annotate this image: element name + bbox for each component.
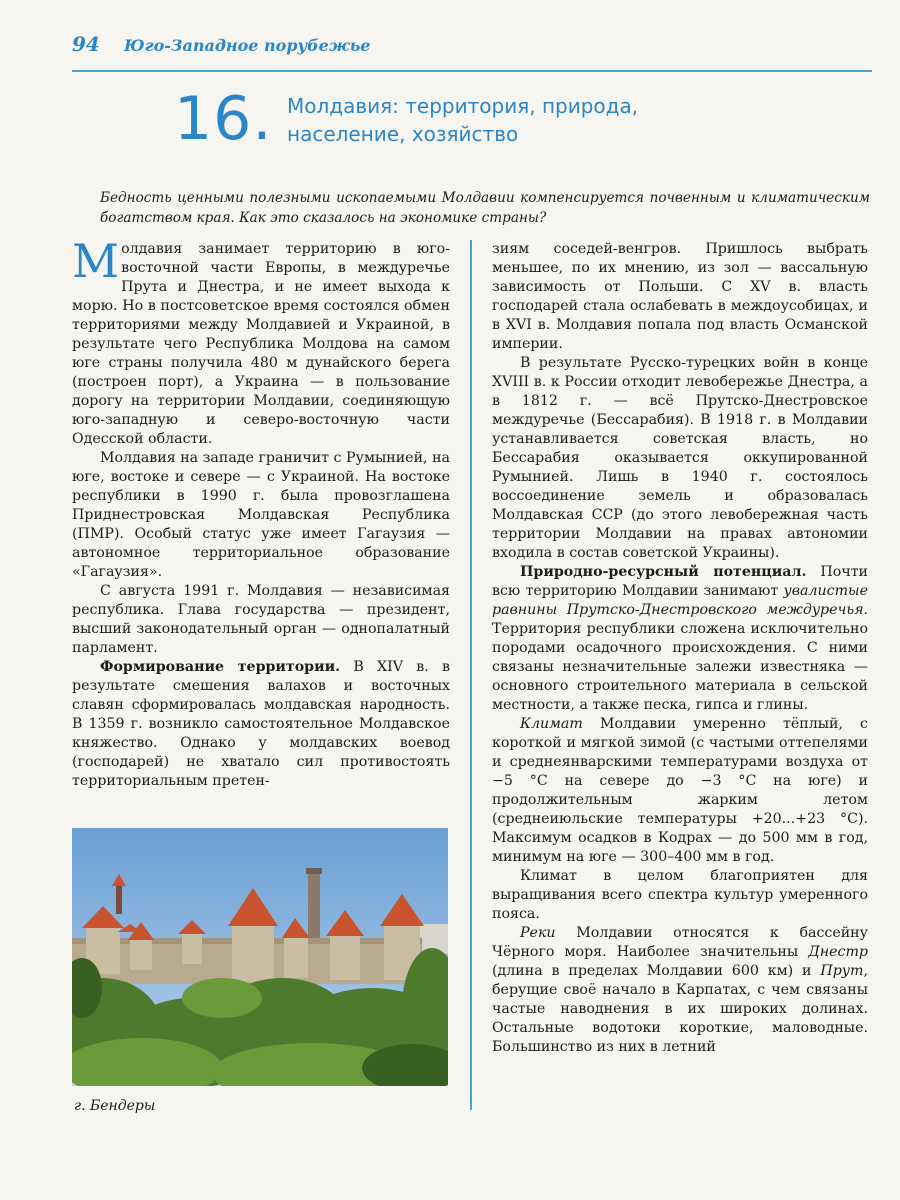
drop-cap: М bbox=[72, 234, 120, 288]
chapter-title-line-2: население, хозяйство bbox=[287, 122, 519, 146]
paragraph-1-text: олдавия занимает территорию в юго-восточной части Европы, в междуречье Прута и Днестра, и не имеет выхода к морю. Но в постсоветское время состоялся обмен территориями между Молдавией и Украиной, в результате чего Республика Молдова на самом юге страны получила 480 м дунайского берега (построен порт), а Украина — в пользование дорогу на территории Молдавии, соединяющую юго-западную и северо-восточную части Одесской области. bbox=[72, 241, 450, 447]
paragraph-10-text-a: Молдавии относятся к бассейну Чёрного моря. Наиболее значительны bbox=[492, 925, 868, 960]
paragraph-8 bbox=[492, 715, 868, 867]
paragraph-10-italic-1: Реки bbox=[520, 925, 556, 941]
paragraph-7-italic: увалистые равнины Прутско-Днестровского междуречья bbox=[492, 583, 868, 618]
paragraph-9: Климат в целом благоприятен для выращивания всего спектра культур умеренного пояса. bbox=[492, 868, 868, 922]
paragraph-7 bbox=[492, 563, 868, 715]
paragraph-4-heading: Формирование территории. bbox=[100, 659, 341, 675]
section-title: Юго-Западное порубежье bbox=[124, 36, 371, 55]
paragraph-7-text-b: . Территория республики сложена исключительно породами осадочного происхождения. С ними связаны незначительные залежи известняка — основного строительного материала в сельской местности, а также песка, гипса и глины. bbox=[492, 602, 868, 713]
paragraph-7-heading: Природно-ресурсный потенциал. bbox=[520, 564, 807, 580]
bendery-fortress-photo bbox=[72, 828, 448, 1086]
paragraph-5: зиям соседей-венгров. Пришлось выбрать меньшее, по их мнению, из зол — вассальную зависимость от Польши. С XV в. власть господарей стала ослабевать в междоусобицах, и в XVI в. Молдавия попала под власть Османской империи. bbox=[492, 241, 868, 352]
paragraph-10-italic-2: Днестр bbox=[808, 944, 868, 960]
paragraph-7-text-a: Почти всю территорию Молдавии занимают bbox=[492, 564, 869, 599]
column-divider bbox=[470, 240, 472, 1110]
paragraph-8-italic: Климат bbox=[520, 716, 583, 732]
paragraph-4-text: В XIV в. в результате смешения валахов и восточных славян сформировалась молдавская народность. В 1359 г. возникло самостоятельное Молдавское княжество. Однако у молдавских воевод (господарей) не хватало сил противостоять территориальным претен- bbox=[72, 659, 450, 789]
running-header bbox=[72, 30, 872, 72]
right-column bbox=[492, 240, 868, 1057]
paragraph-8-text: Молдавии умеренно тёплый, с короткой и мягкой зимой (с частыми оттепелями и среднеянварскими температурами воздуха от −5 °С на севере до −3 °С на юге) и продолжительным жарким летом (среднеиюльские температуры +20...+23 °С). Максимум осадков в Кодрах — до 500 мм в год, минимум на юге — 300–400 мм в год. bbox=[492, 716, 868, 865]
paragraph-10-text-c: , берущие своё начало в Карпатах, с чем связаны частые наводнения в их широких долинах. Остальные водотоки короткие, маловодные. Большинство из них в летний bbox=[492, 963, 868, 1055]
paragraph-4 bbox=[72, 658, 450, 791]
paragraph-3: С августа 1991 г. Молдавия — независимая республика. Глава государства — президент, высший законодательный орган — однопалатный парламент. bbox=[72, 583, 450, 656]
paragraph-6: В результате Русско-турецких войн в конце XVIII в. к России отходит левобережье Днестра, а в 1812 г. — всё Прутско-Днестровское междуречье (Бессарабия). В 1918 г. в Молдавии устанавливается советская власть, но Бессарабия оказывается оккупированной Румынией. Лишь в 1940 г. состоялось воссоединение земель и образовалась Молдавская ССР (до этого левобережная часть территории Молдавии на правах автономии входила в состав советской Украины). bbox=[492, 355, 868, 561]
photo-caption: г. Бендеры bbox=[74, 1098, 156, 1114]
left-column bbox=[72, 234, 450, 791]
chapter-title bbox=[287, 92, 787, 148]
page-number: 94 bbox=[72, 32, 100, 56]
paragraph-10-text-b: (длина в пределах Молдавии 600 км) и bbox=[492, 963, 821, 979]
paragraph-10 bbox=[492, 924, 868, 1057]
paragraph-2: Молдавия на западе граничит с Румынией, на юге, востоке и севере — с Украиной. На востоке республики в 1990 г. была провозглашена Приднестровская Молдавская Республика (ПМР). Особый статус уже имеет Гагаузия — автономное территориальное образование «Гагаузия». bbox=[72, 450, 450, 580]
paragraph-1 bbox=[72, 234, 450, 449]
chapter-title-line-1: Молдавия: территория, природа, bbox=[287, 94, 639, 118]
paragraph-10-italic-3: Прут bbox=[820, 963, 864, 979]
intro-question: Бедность ценными полезными ископаемыми Молдавии компенсируется почвенным и климатическим богатством края. Как это сказалось на экономике страны? bbox=[100, 190, 870, 226]
chapter-number: 16. bbox=[174, 84, 273, 154]
